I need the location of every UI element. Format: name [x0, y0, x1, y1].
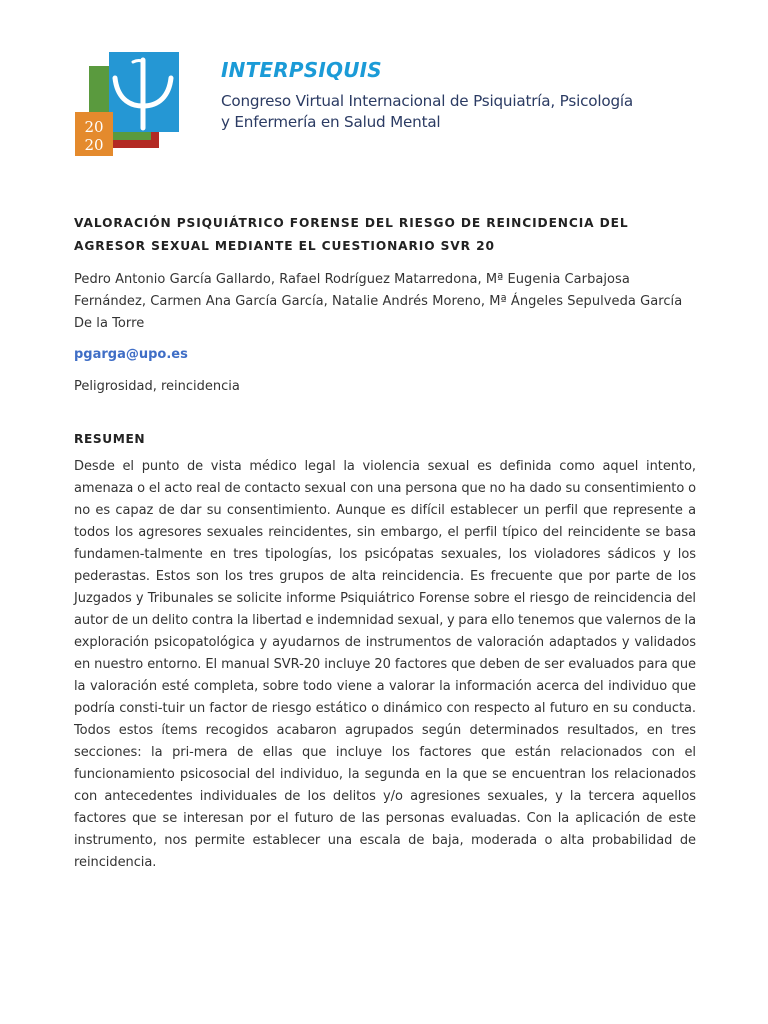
interpsiquis-logo [75, 52, 185, 156]
article-keywords: Peligrosidad, reincidencia [74, 379, 240, 394]
congress-subtitle [221, 91, 741, 133]
article-title: VALORACIÓN PSIQUIÁTRICO FORENSE DEL RIESGO DE REINCIDENCIA DEL AGRESOR SEXUAL MEDIANTE EL CUESTIONARIO SVR 20 [74, 216, 629, 253]
article-authors: Pedro Antonio García Gallardo, Rafael Rodríguez Matarredona, Mª Eugenia Carbajosa Fernández, Carmen Ana García García, Natalie Andrés Moreno, Mª Ángeles Sepulveda García De la Torre [74, 272, 683, 331]
abstract-text: Desde el punto de vista médico legal la violencia sexual es definida como aquel intento, amenaza o el acto real de contacto sexual con una persona que no ha dado su consentimiento o no es capaz de dar su consentimiento. Aunque es difícil establecer un perfil que represente a todos los agresores sexuales reincidentes, sin embargo, el perfil típico del reincidente se basa fundamen-talmente en tres tipologías, los psicópatas sexuales, los violadores sádicos y los pederastas. Estos son los tres grupos de alta reincidencia. Es frecuente que por parte de los Juzgados y Tribunales se solicite informe Psiquiátrico Forense sobre el riesgo de reincidencia del autor de un delito contra la libertad e indemnidad sexual, y para ello tenemos que valernos de la exploración psicopatológica y ayudarnos de instrumentos de valoración adaptados y validados en nuestro entorno. El manual SVR-20 incluye 20 factores que deben de ser evaluados para que la valoración esté completa, sobre todo viene a valorar la información acerca del individuo que podría consti-tuir un factor de riesgo estático o dinámico con respecto al futuro en su conducta. Todos estos ítems recogidos acabaron agrupados según determinados resultados, en tres secciones: la pri-mera de ellas que incluye los factores que están relacionados con el funcionamiento psicosocial del individuo, la segunda en la que se encuentran los relacionados con antecedentes individuales de los delitos y/o agresiones sexuales, y la tercera aquellos factores que se interesan por el futuro de las personas evaluadas. Con la aplicación de este instrumento, nos permite establecer una escala de baja, moderada o alta probabilidad de reincidencia. [74, 459, 696, 870]
congress-header [221, 58, 741, 133]
author-email-link[interactable]: pgarga@upo.es [74, 347, 188, 362]
abstract-heading: RESUMEN [74, 432, 146, 446]
logo-year-top: 20 [84, 118, 104, 136]
article [74, 212, 696, 874]
congress-subtitle-line-1: Congreso Virtual Internacional de Psiquiatría, Psicología [221, 92, 634, 110]
congress-subtitle-line-2: y Enfermería en Salud Mental [221, 113, 441, 131]
logo-year-bottom: 20 [84, 136, 104, 154]
brand-name: INTERPSIQUIS [221, 58, 382, 82]
